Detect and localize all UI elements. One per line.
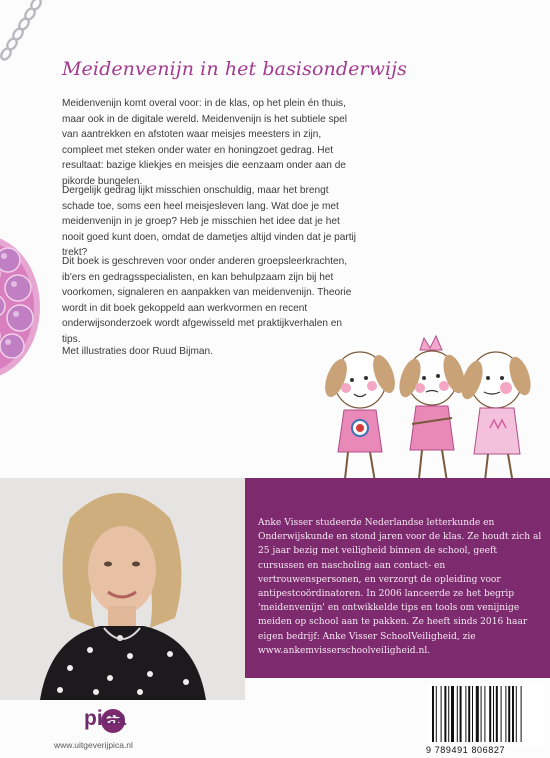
barcode-bar: [496, 686, 498, 742]
book-title: Meidenvenijn in het basisonderwijs: [62, 58, 408, 80]
barcode-bar: [501, 686, 502, 742]
barcode-bar: [448, 686, 449, 742]
barcode-bar: [493, 686, 494, 742]
publisher-website[interactable]: www.uitgeverijpica.nl: [54, 740, 133, 750]
barcode-bar: [481, 686, 482, 742]
barcode-bar: [457, 686, 458, 742]
barcode-bar: [512, 686, 514, 742]
barcode-bar: [489, 686, 491, 742]
barcode-bar: [508, 686, 510, 742]
paragraph-audience: Dit boek is geschreven voor onder anderen groepsleerkrachten, ib'ers en gedragsspecialisten, en kan behulpzaam zijn bij het voorkomen, signaleren en aanpakken van meidenvenijn. Theorie wordt in dit boek gekoppeld aan werkvormen en recent onderwijsonderzoek wordt afgewisseld met praktijkverhalen en tips.: [62, 256, 352, 345]
barcode-bar: [460, 686, 462, 742]
paragraph-intro: Meidenvenijn komt overal voor: in de klas, op het plein én thuis, maar ook in de digitale wereld. Meidenvenijn is het subtiele spel van aantrekken en afstoten waar meisjes meesters in zijn, compleet met steken onder water en honingzoet gedrag. Het resultaat: bazige kliekjes en meisjes die eenzaam onder aan de pikorde bungelen.: [62, 98, 348, 187]
paragraph-behavior: Dergelijk gedrag lijkt misschien onschuldig, maar het brengt schade toe, soms een heel meisjesleven lang. Wat doe je met meidenvenijn in je groep? Heb je misschien het idee dat je het nooit goed kunt doen, omdat de dametjes altijd vinden dat je partij trekt?: [62, 185, 357, 258]
jewel-bracelet: [0, 232, 42, 382]
barcode-bar: [472, 686, 473, 742]
author-bio: Anke Visser studeerde Nederlandse letterkunde en Onderwijskunde en stond jaren voor de klas. Ze houdt zich al 25 jaar bezig met veiligheid binnen de school, geeft cursussen en nascholing aan contact- en vertrouwenspersonen, en verzorgt de opleiding voor antipestcoördinatoren. In 2006 lanceerde ze het begrip 'meidenvenijn' en ontwikkelde tips en tools om venijnige meiden op school aan te pakken. Ze heeft sinds 2016 haar eigen bedrijf: Anke Visser SchoolVeiligheid, zie www.ankemvisserschoolveiligheid.nl.: [258, 518, 542, 656]
isbn-number: 9 789491 806827: [426, 745, 506, 755]
barcode-bar: [521, 686, 522, 742]
barcode-bar: [468, 686, 470, 742]
author-photo: [0, 478, 245, 700]
barcode: [428, 684, 544, 746]
barcode-bar: [441, 686, 442, 742]
barcode-bar: [436, 686, 437, 742]
barcode-bar: [444, 686, 446, 742]
publisher-name: pica: [84, 707, 127, 730]
barcode-bar: [465, 686, 466, 742]
barcode-bar: [516, 686, 517, 742]
barcode-bar: [451, 686, 454, 742]
barcode-bar: [476, 686, 479, 742]
barcode-bar: [432, 686, 434, 742]
paragraph-illustrator: Met illustraties door Ruud Bijman.: [62, 346, 213, 357]
chain-decoration: [0, 0, 44, 64]
barcode-bar: [505, 686, 506, 742]
barcode-bar: [484, 686, 485, 742]
